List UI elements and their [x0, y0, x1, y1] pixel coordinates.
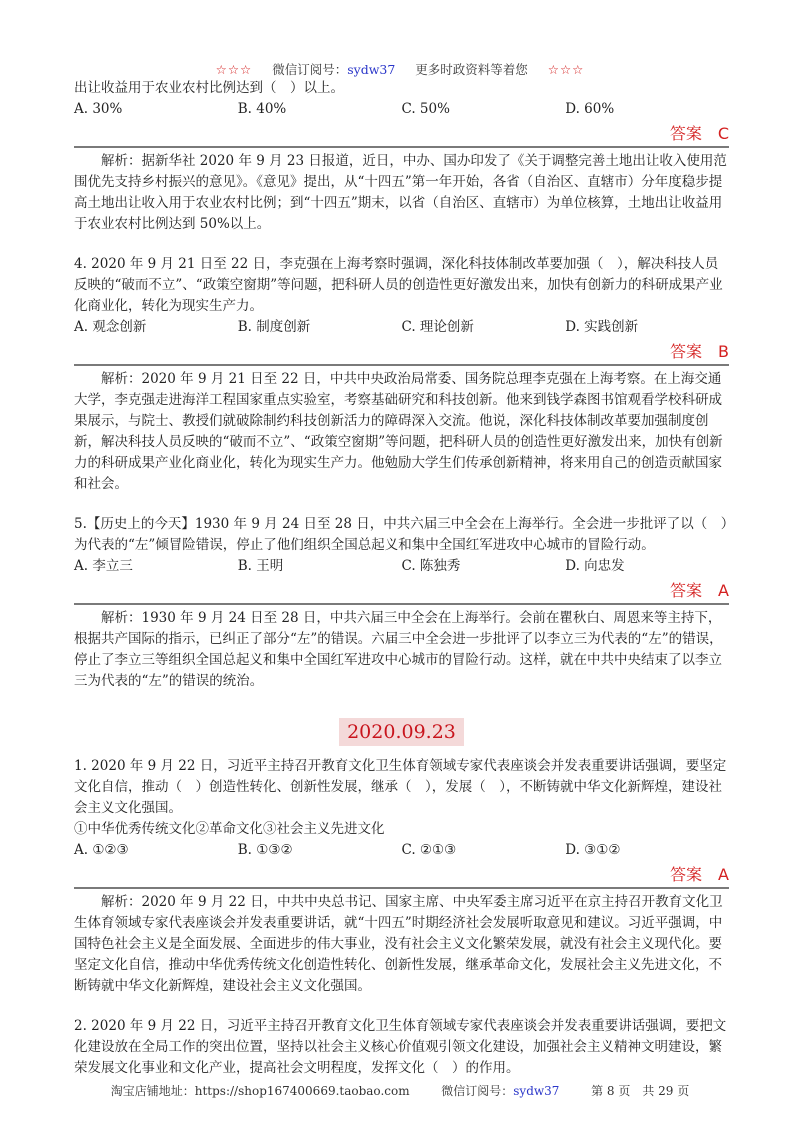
q3-stem-tail: 出让收益用于农业农村比例达到（ ）以上。	[74, 80, 344, 96]
q6-option-b: B. ①③②	[237, 842, 293, 858]
q5-explanation: 解析：1930 年 9 月 24 日至 28 日，中共六届三中全会在上海举行。会前在瞿秋白、周恩来等主持下，根据共产国际的指示，已纠正了部分“左”的错误。六届三中全会进一步批评了以李立三为代表的“左”的错误，停止了李立三等组织全国总起义和集中全国红军进攻中心城市的冒险行动。这样，就在中共中央结束了以李立三为代表的“左”的错误的统治。	[74, 610, 723, 689]
q3-option-b: B. 40%	[237, 101, 287, 117]
stars-left: ☆☆☆	[215, 62, 253, 77]
q6-answer: 答案 A	[670, 865, 729, 884]
q5-option-c: C. 陈独秀	[401, 558, 461, 574]
footer-wechat-account: sydw37	[513, 1084, 560, 1098]
q6-stem: 1. 2020 年 9 月 22 日，习近平主持召开教育文化卫生体育领域专家代表座谈会并发表重要讲话强调，要坚定文化自信，推动（ ）创造性转化、创新性发展，继承（ ），发展（ ），不断铸就中华文化新辉煌，建设社会主义文化强国。	[74, 758, 727, 816]
q4-option-d: D. 实践创新	[565, 319, 639, 335]
q6-option-d: D. ③①②	[565, 842, 621, 858]
q6-explanation: 解析：2020 年 9 月 22 日，中共中央总书记、国家主席、中央军委主席习近平在京主持召开教育文化卫生体育领域专家代表座谈会并发表重要讲话，就“十四五”时期经济社会发展听取意见和建议。习近平强调，中国特色社会主义是全面发展、全面进步的伟大事业，没有社会主义文化繁荣发展，就没有社会主义现代化。要坚定文化自信，推动中华优秀传统文化创造性转化、创新性发展，继承革命文化，发展社会主义先进文化，不断铸就中华文化新辉煌，建设社会主义文化强国。	[74, 894, 723, 994]
q6-answer-row	[74, 863, 729, 889]
q4-option-a: A. 观念创新	[74, 319, 147, 335]
q3-answer: 答案 C	[669, 124, 729, 143]
q5-option-d: D. 向忠发	[565, 558, 625, 574]
q5-options	[74, 556, 729, 577]
wechat-account: sydw37	[347, 62, 396, 77]
q6-option-a: A. ①②③	[74, 842, 129, 858]
q4-stem: 4. 2020 年 9 月 21 日至 22 日，李克强在上海考察时强调，深化科技体制改革要加强（ ），解决科技人员反映的“破而不立”、“政策空窗期”等问题，把科研人员的创造性更好激发出来，加快有创新力的科研成果产业化商业化，转化为现实生产力。	[74, 256, 723, 314]
q4-answer-row	[74, 340, 729, 366]
shop-address: 淘宝店铺地址：https://shop167400669.taobao.com	[110, 1084, 410, 1098]
q7-stem: 2. 2020 年 9 月 22 日，习近平主持召开教育文化卫生体育领域专家代表座谈会并发表重要讲话强调，要把文化建设放在全局工作的突出位置，坚持以社会主义核心价值观引领文化建设，加强社会主义精神文明建设，繁荣发展文化事业和文化产业，提高社会文明程度，发挥文化（ ）的作用。	[74, 1018, 727, 1076]
stars-right: ☆☆☆	[547, 62, 585, 77]
q3-option-d: D. 60%	[565, 101, 615, 117]
subscribe-label: 微信订阅号：	[272, 62, 348, 77]
q5-answer: 答案 A	[670, 581, 729, 600]
q6-items: ①中华优秀传统文化②革命文化③社会主义先进文化	[74, 821, 385, 837]
page-header	[0, 60, 800, 78]
section-date: 2020.09.23	[339, 718, 464, 746]
more-text: 更多时政资料等着您	[415, 62, 528, 77]
section-date-wrap	[74, 718, 729, 746]
footer-subscribe-label: 微信订阅号：	[441, 1084, 514, 1098]
q5-option-a: A. 李立三	[74, 558, 133, 574]
q4-options	[74, 317, 729, 338]
q5-stem: 5.【历史上的今天】1930 年 9 月 24 日至 28 日，中共六届三中全会在上海举行。全会进一步批评了以（ ）为代表的“左”倾冒险错误，停止了他们组织全国总起义和集中全国红军进攻中心城市的冒险行动。	[74, 516, 728, 553]
page-content	[74, 78, 729, 1079]
q5-answer-row	[74, 579, 729, 605]
q4-explanation: 解析：2020 年 9 月 21 日至 22 日，中共中央政治局常委、国务院总理李克强在上海考察。在上海交通大学，李克强走进海洋工程国家重点实验室，考察基础研究和科技创新。他来到钱学森图书馆观看学校科研成果展示，与院士、教授们就破除制约科技创新活力的障碍深入交流。他说，深化科技体制改革要加强制度创新，解决科技人员反映的“破而不立”、“政策空窗期”等问题，把科研人员的创造性更好激发出来，加快有创新力的科研成果产业化商业化，转化为现实生产力。他勉励大学生们传承创新精神，将来用自己的创造贡献国家和社会。	[74, 371, 723, 492]
q3-option-a: A. 30%	[74, 101, 123, 117]
q4-answer: 答案 B	[670, 342, 729, 361]
q4-option-c: C. 理论创新	[401, 319, 474, 335]
q6-option-c: C. ②①③	[401, 842, 457, 858]
q4-option-b: B. 制度创新	[237, 319, 311, 335]
page-number: 第 8 页 共 29 页	[591, 1084, 690, 1098]
q6-options	[74, 840, 729, 861]
q3-option-c: C. 50%	[401, 101, 450, 117]
page-footer	[0, 1082, 800, 1099]
q5-option-b: B. 王明	[237, 558, 284, 574]
q3-explanation: 解析：据新华社 2020 年 9 月 23 日报道，近日，中办、国办印发了《关于调整完善土地出让收入使用范围优先支持乡村振兴的意见》。《意见》提出，从“十四五”第一年开始，各省（自治区、直辖市）分年度稳步提高土地出让收入用于农业农村比例；到“十四五”期末，以省（自治区、直辖市）为单位核算，土地出让收益用于农业农村比例达到 50%以上。	[74, 153, 727, 232]
q3-answer-row	[74, 122, 729, 148]
q3-options	[74, 99, 729, 120]
